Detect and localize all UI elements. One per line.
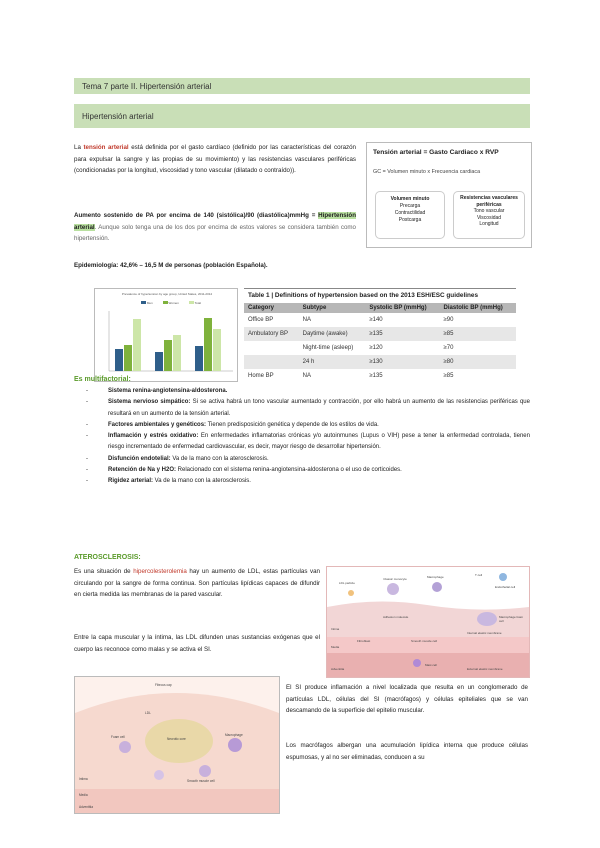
bar [204, 318, 212, 371]
diagram-label: Endothelial cell [495, 585, 516, 589]
section-title-band [74, 104, 530, 128]
list-item: - Inflamación y estrés oxidativo: En enfermedades inflamatorias crónicas y/o autoinmunes (Lupus o VIH) pese a tener la enfermedad controlada, tienen riesgo incrementado de enfermedad cardiovascular, es decir, mayor riesgo de desarrollar hipertensión. [74, 431, 530, 454]
plaque-svg [75, 677, 279, 813]
athero-paragraph-2: Entre la capa muscular y la íntima, las LDL difunden unas sustancias exógenas que el cuerpo las reconoce como malas y se activa el SI. [74, 634, 320, 653]
list-item: - Disfunción endotelial: Va de la mano con la aterosclerosis. [74, 454, 530, 465]
diagram-label: Classic monocyte [383, 577, 407, 581]
table-row: Office BP NA ≥140 ≥90 [248, 317, 454, 323]
table-header: Category [244, 303, 299, 313]
bar [115, 349, 123, 371]
diagram-label: Necrotic core [167, 737, 186, 741]
risk-factor-list [74, 386, 530, 488]
table-row: Home BP NA ≥135 ≥85 [248, 373, 454, 379]
diagram-label: Mast cell [425, 663, 437, 667]
diagram-label: Media [331, 645, 340, 649]
diagram-label: Media [79, 793, 88, 797]
table-caption: Table 1 | Definitions of hypertension based on the 2013 ESH/ESC guidelines [244, 288, 516, 303]
diagram-label: Macrophage foam cell [499, 615, 524, 623]
formula-gc: GC = Volumen minuto x Frecuencia cardiaca [373, 169, 481, 175]
diagram-label: External elastic membrane [467, 667, 503, 671]
athero-heading: ATEROSCLEROSIS: [74, 554, 141, 561]
bar-group-2 [155, 335, 181, 371]
list-item: - Retención de Na y H2O: Relacionado con el sistema renina-angiotensina-aldosterona o el uso de corticoides. [74, 465, 530, 476]
list-item: - Sistema nervioso simpático: Si se activa habrá un tono vascular aumentado y contracción, por ello habrá un aumento de las resistencias periféricas que resultará en un aumento de la tensión arterial. [74, 397, 530, 420]
bar [195, 346, 203, 371]
diagram-label: Smooth muscle cell [411, 639, 438, 643]
diagram-label: LDL [145, 711, 151, 715]
diagram-label: Adventitia [331, 667, 345, 671]
list-item: - Factores ambientales y genéticos: Tienen predisposición genética y depende de los estilos de vida. [74, 420, 530, 431]
epidemiology-text: Epidemiología: 42,6% – 16,5 M de personas (población Española). [74, 262, 268, 269]
athero-paragraph-4: Los macrófagos albergan una acumulación lipídica interna que produce células espumosas, y al no ser eliminadas, conducen a su [286, 742, 528, 761]
bar [164, 340, 172, 371]
term-hipertension: Hipertensión arterial [74, 212, 356, 231]
athero-paragraph-1: Es una situación de hipercolesterolemia hay un aumento de LDL, estas partículas van circulando por la sangre de forma continua. Son partículas lipídicas capaces de difundir en cierta medida las membranas de la pared vascular. [74, 568, 320, 598]
bar-group-3 [195, 318, 221, 371]
bar [213, 329, 221, 371]
term-hipercolesterolemia: hipercolesterolemia [133, 568, 187, 575]
formula-box [366, 142, 532, 248]
prevalence-bar-chart [94, 288, 238, 382]
bar-chart-svg [95, 289, 237, 381]
section-title: Hipertensión arterial [82, 111, 154, 121]
diagram-label: Adventitia [79, 805, 93, 809]
intro-paragraph-2: Aumento sostenido de PA por encima de 140 (sistólica)/90 (diastólica)mmHg = Hipertensión arterial. Aunque solo tenga una de los dos por encima de estos valores se considera también como hipertensión. [74, 212, 356, 242]
term-tension-arterial: tensión arterial [83, 144, 129, 151]
diagram-label: Intima [331, 627, 340, 631]
intro-paragraph-1: La tensión arterial está definida por el gasto cardíaco (definido por las características del corazón para expulsar la sangre y las propias de su movimiento) y las resistencias vasculares periféricas (condicionadas por la longitud, viscosidad y tono vascular (dilatado o contraído)). [74, 144, 357, 174]
diagram-label: Macrophage [427, 575, 444, 579]
diagram-label: Intima [79, 777, 88, 781]
hypertension-table [244, 303, 516, 383]
plaque-diagram [74, 676, 280, 814]
diagram-label: Fibrous cap [155, 683, 172, 687]
resistencias-box: Resistencias vasculares periféricas Tono vascular Viscosidad Longitud [453, 191, 525, 239]
chapter-title-band [74, 78, 530, 94]
chapter-title: Tema 7 parte II. Hipertensión arterial [82, 81, 212, 91]
athero-paragraph-3: El SI produce inflamación a nivel localizada que resulta en un conglomerado de partículas LDL, células del SI (macrófagos) y células epiteliales que se van descamando de la superficie del epitelio muscular. [286, 684, 528, 714]
bar [124, 345, 132, 371]
diagram-label: T cell [475, 573, 483, 577]
table-row: 24 h ≥130 ≥80 [244, 355, 516, 369]
table-row: Night-time (asleep) ≥120 ≥70 [302, 345, 454, 351]
bar-chart-legend: Men Women Total [111, 301, 231, 305]
hypertension-table-figure [244, 288, 516, 383]
bar-chart-title: Prevalence of hypertension by age group, United States, 2011-2014 [121, 292, 213, 296]
table-row: Ambulatory BP Daytime (awake) ≥135 ≥85 [244, 327, 516, 341]
table-header: Systolic BP (mmHg) [365, 303, 439, 313]
diagram-label: Adhesion molecule [383, 615, 409, 619]
bar [155, 352, 163, 371]
diagram-label: Foam cell [111, 735, 125, 739]
table-header: Subtype [299, 303, 366, 313]
list-item: - Sistema renina-angiotensina-aldosterona. [74, 386, 530, 397]
bar [173, 335, 181, 371]
risk-heading: Es multifactorial: [74, 376, 131, 383]
list-item: - Rigidez arterial: Va de la mano con la aterosclerosis. [74, 476, 530, 487]
diagram-label: Macrophage [225, 733, 243, 737]
bar [133, 319, 141, 371]
table-header: Diastolic BP (mmHg) [440, 303, 516, 313]
formula-title: Tensión arterial = Gasto Cardiaco x RVP [373, 149, 499, 156]
diagram-label: LDL particle [339, 581, 355, 585]
vessel-wall-diagram [326, 566, 530, 678]
diagram-label: Smooth muscle cell [187, 779, 215, 783]
diagram-label: Internal elastic membrane [467, 631, 502, 635]
diagram-label: Fibroblast [357, 639, 371, 643]
volumen-minuto-box: Volumen minuto Precarga Contractilidad Postcarga [375, 191, 445, 239]
bar-group-1 [115, 319, 141, 371]
